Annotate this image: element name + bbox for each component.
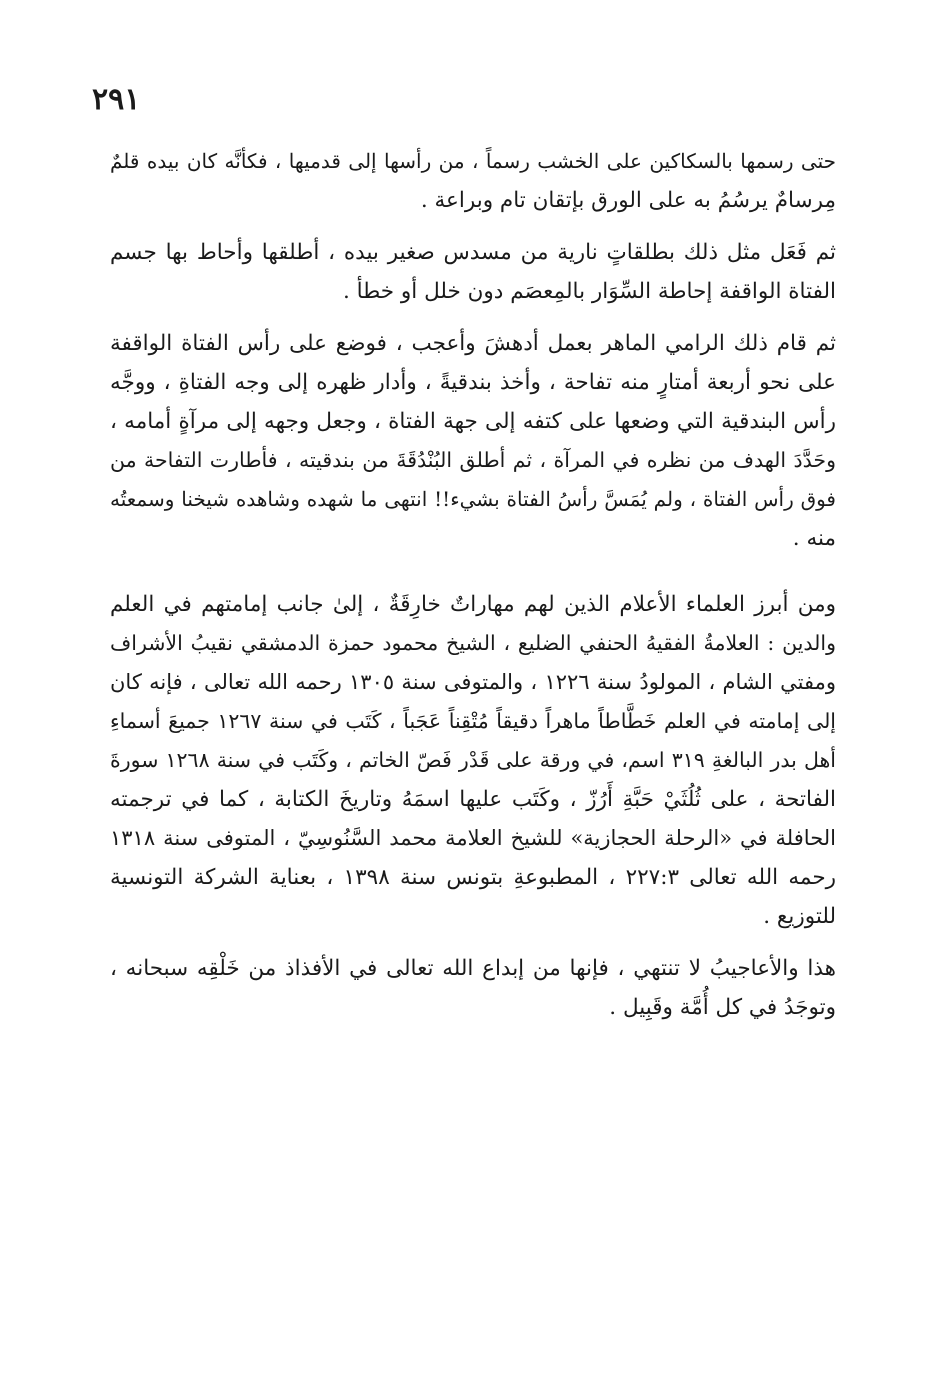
paragraph-4: [110, 585, 836, 936]
text-line: هذا والأعاجيبُ لا تنتهي ، فإنها من إبداع الله تعالى في الأفذاذ من خَلْقِه سبحانه ،: [110, 956, 836, 981]
text-line: أهل بدر البالغةِ ٣١٩ اسم، في ورقة على قَدْر فَصّ الخاتم ، وكَتَب في سنة ١٢٦٨ سورةَ: [110, 748, 836, 772]
text-line: الفتاة الواقفة إحاطة السِّوَار بالمِعصَم دون خلل أو خطأ .: [342, 279, 836, 304]
paragraph-3: [110, 324, 836, 558]
body-text: [110, 142, 836, 1027]
text-line: وتوجَدُ في كل أُمَّة وقَبِيل .: [609, 995, 836, 1020]
text-line: ثم قام ذلك الرامي الماهر بعمل أدهشَ وأعجب ، فوضع على رأس الفتاة الواقفة: [110, 331, 836, 356]
text-line: حتى رسمها بالسكاكين على الخشب رسماً ، من رأسها إلى قدميها ، فكأنَّه كان بيده قلمٌ: [110, 149, 836, 173]
text-line: والدين : العلامةُ الفقيهُ الحنفي الضليع ، الشيخ محمود حمزة الدمشقي نقيبُ الأشراف: [110, 631, 836, 655]
paragraph-1: [110, 142, 836, 220]
text-line: ومفتي الشام ، المولودُ سنة ١٢٢٦ ، والمتوفى سنة ١٣٠٥ رحمه الله تعالى ، فإنه كان: [110, 670, 836, 694]
text-line: للتوزيع .: [763, 904, 836, 929]
text-line: رأس البندقية التي وضعها على كتفه إلى جهة الفتاة ، وجعل وجهه إلى مرآةٍ أمامه ،: [110, 409, 836, 434]
text-line: ثم فَعَل مثل ذلك بطلقاتٍ نارية من مسدس صغير بيده ، أطلقها وأحاط بها جسم: [110, 240, 836, 265]
paragraph-5: [110, 949, 836, 1027]
text-line: الفاتحة ، على ثُلُثَيْ حَبَّةِ أَرُزّ ، وكَتَب عليها اسمَهُ وتاريخَ الكتابة ، كما في ترجمته: [110, 787, 836, 812]
page-number: ٢٩١: [92, 82, 141, 117]
text-line: إلى إمامته في العلم خَطَّاطاً ماهراً دقيقاً مُتْقِناً عَجَباً ، كَتَب في سنة ١٢٦٧ جميعَ أسماءِ: [110, 709, 837, 733]
paragraph-2: [110, 233, 836, 311]
text-line: فوق رأس الفتاة ، ولم يُمَسَّ رأسُ الفتاة بشيء!! انتهى ما شهده وشاهده شيخنا وسمعتُه: [110, 487, 836, 511]
text-line: رحمه الله تعالى ٢٢٧:٣ ، المطبوعةِ بتونس سنة ١٣٩٨ ، بعناية الشركة التونسية: [110, 865, 836, 890]
text-line: على نحو أربعة أمتارٍ منه تفاحة ، وأخذ بندقيةً ، وأدار ظهره إلى وجه الفتاةِ ، ووجَّه: [110, 370, 836, 395]
text-line: منه .: [792, 526, 836, 551]
text-line: مِرسامٌ يرسُمُ به على الورق بإتقان تام وبراعة .: [420, 188, 836, 213]
text-line: الحافلة في «الرحلة الحجازية» للشيخ العلامة محمد السَّنُوسِيّ ، المتوفى سنة ١٣١٨: [110, 826, 836, 850]
text-line: وحَدَّدَ الهدف من نظره في المرآة ، ثم أطلق البُنْدُقَةَ من بندقيته ، فأطارت التفاحة من: [110, 448, 836, 472]
text-line: ومن أبرز العلماء الأعلام الذين لهم مهاراتٌ خارِقَةٌ ، إلىٰ جانب إمامتهم في العلم: [110, 592, 836, 617]
